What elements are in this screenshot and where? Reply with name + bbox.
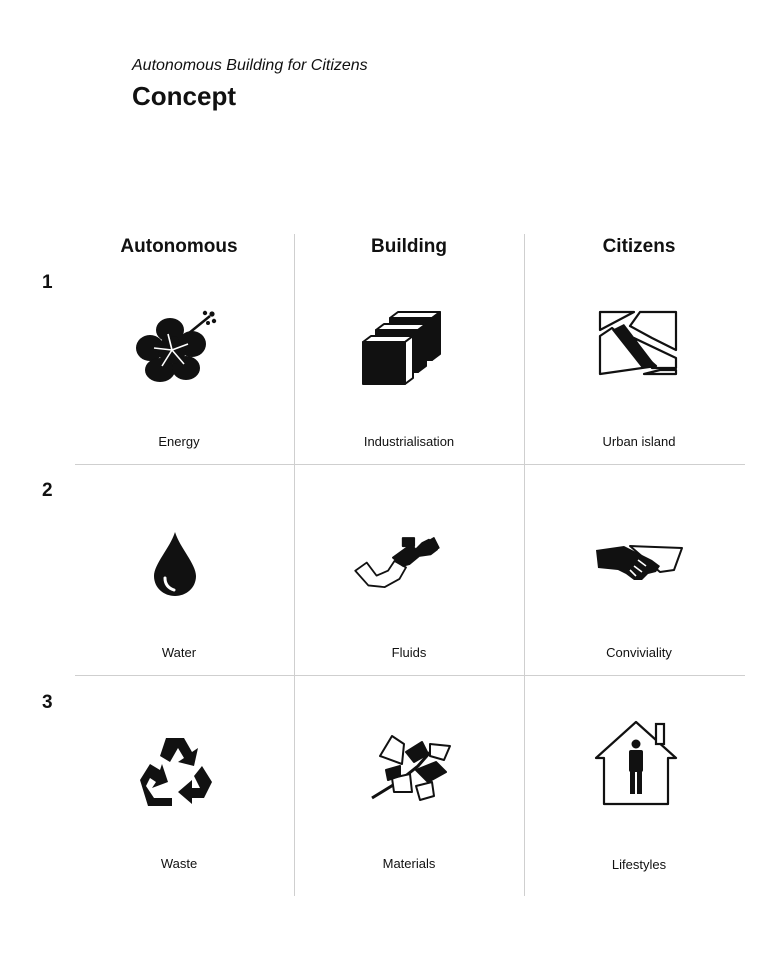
cell-label-industrialisation: Industrialisation bbox=[363, 434, 455, 449]
cell-label-urban-island: Urban island bbox=[602, 434, 676, 449]
cell-label-conviviality: Conviviality bbox=[606, 645, 672, 660]
leaves-branch-icon bbox=[366, 726, 456, 816]
stacked-blocks-icon bbox=[360, 304, 450, 394]
pipe-fittings-icon bbox=[352, 520, 442, 610]
cell-label-waste: Waste bbox=[160, 856, 198, 871]
hibiscus-flower-icon bbox=[132, 304, 222, 394]
water-drop-icon bbox=[132, 520, 222, 610]
cell-label-water: Water bbox=[161, 645, 197, 660]
cell-label-energy: Energy bbox=[158, 434, 200, 449]
row-number-3: 3 bbox=[42, 692, 53, 713]
cell-label-fluids: Fluids bbox=[391, 645, 427, 660]
cell-label-lifestyles: Lifestyles bbox=[611, 857, 667, 872]
page-title: Concept bbox=[132, 81, 236, 111]
handshake-icon bbox=[594, 520, 684, 610]
column-header-autonomous: Autonomous bbox=[120, 236, 238, 257]
subtitle: Autonomous Building for Citizens bbox=[132, 57, 368, 74]
column-header-citizens: Citizens bbox=[602, 236, 676, 257]
grid-divider-vertical-1 bbox=[294, 234, 295, 896]
grid-divider-horizontal-2 bbox=[75, 675, 745, 676]
row-number-1: 1 bbox=[42, 272, 53, 293]
column-header-building: Building bbox=[371, 236, 447, 257]
urban-plan-icon bbox=[594, 304, 684, 394]
person-in-house-icon bbox=[592, 718, 682, 808]
recycle-icon bbox=[132, 728, 222, 818]
grid-divider-horizontal-1 bbox=[75, 464, 745, 465]
row-number-2: 2 bbox=[42, 480, 53, 501]
grid-divider-vertical-2 bbox=[524, 234, 525, 896]
cell-label-materials: Materials bbox=[382, 856, 436, 871]
